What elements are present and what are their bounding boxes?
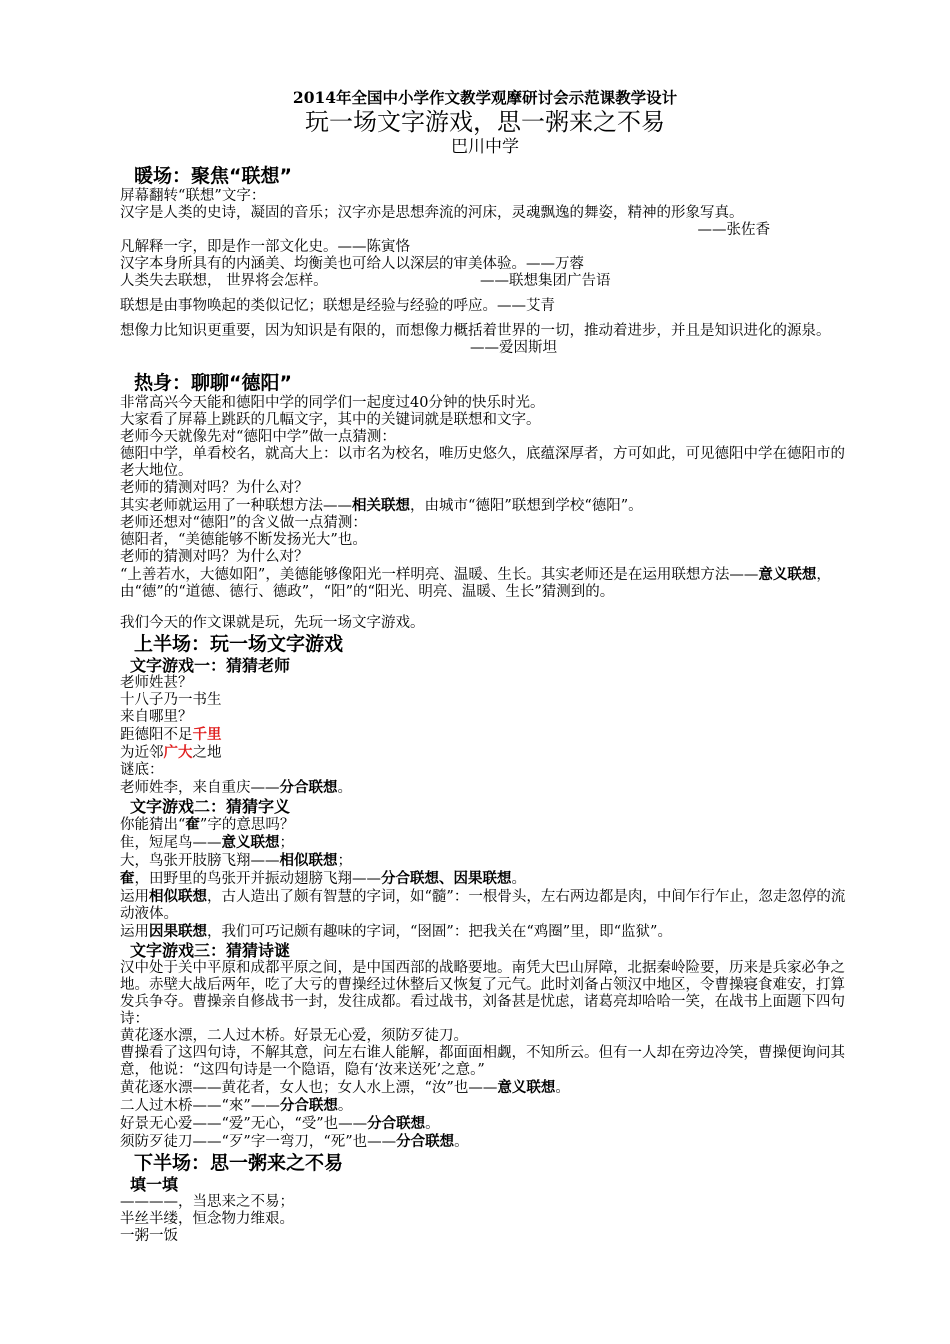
text: 大，鸟张开肢膀飞翔—— — [120, 853, 280, 869]
paragraph: 老师姓甚？ — [120, 675, 193, 691]
document-title: 玩一场文字游戏，思一粥来之不易 — [305, 108, 665, 136]
paragraph — [120, 744, 850, 762]
paragraph — [120, 870, 850, 888]
text: 。 — [425, 1116, 440, 1132]
text: 其实老师就运用了一种联想方法—— — [120, 498, 352, 514]
keyword: 分合联想 — [396, 1133, 455, 1150]
keyword: 意义联想 — [497, 1079, 556, 1096]
keyword: 相似联想 — [149, 888, 207, 905]
paragraph — [120, 1097, 850, 1115]
document-content — [120, 88, 850, 1245]
text: 运用 — [120, 889, 149, 905]
paragraph: 汉中处于关中平原和成都平原之间，是中国西部的战略要地。南凭大巴山屏障，北据秦岭险要，历来是兵家必争之地。赤壁大战后两年，吃了大亏的曹操经过休整后又恢复了元气。此时刘备占领汉中地区，令曹操寝食难安，打算发兵争夺。曹操亲自修战书一封，发往成都。看过战书，刘备甚是忧虑，诸葛亮却哈哈一笑，在战书上面题下四句诗： — [120, 960, 845, 1027]
school-name: 巴川中学 — [451, 137, 519, 157]
keyword: 意义联想 — [758, 566, 817, 583]
paragraph: 来自哪里？ — [120, 709, 193, 725]
keyword: 意义联想 — [221, 834, 280, 851]
paragraph — [120, 923, 850, 941]
paragraph: 汉字本身所具有的内涵美、均衡美也可给人以深层的审美体验。——万蓉 — [120, 256, 584, 272]
text: ，田野里的鸟张开并振动翅膀飞翔—— — [134, 871, 381, 887]
paragraph: 联想是由事物唤起的类似记忆；联想是经验与经验的呼应。——艾青 — [120, 298, 555, 314]
text: 好景无心爱——“爱”无心，“受”也—— — [120, 1116, 368, 1132]
paragraph — [120, 816, 850, 834]
paragraph — [120, 566, 850, 601]
paragraph — [120, 1079, 850, 1097]
keyword: 相关联想 — [352, 497, 410, 514]
keyword: 分合联想 — [367, 1115, 426, 1132]
paragraph: 凡解释一字，即是作一部文化史。——陈寅恪 — [120, 239, 410, 255]
text: 老师姓李，来自重庆—— — [120, 780, 280, 796]
paragraph: 德阳中学，单看校名，就高大上：以市名为校名，唯历史悠久，底蕴深厚者，方可如此，可见德阳中学在德阳市的老大地位。 — [120, 446, 845, 479]
attribution: ——爱因斯坦 — [470, 340, 557, 356]
paragraph: 大家看了屏幕上跳跃的几幅文字，其中的关键词就是联想和文字。 — [120, 412, 541, 428]
paragraph — [120, 1133, 850, 1151]
keyword: 相似联想 — [279, 852, 338, 869]
header-subtitle: 2014年全国中小学作文教学观摩研讨会示范课教学设计 — [292, 88, 678, 107]
text: 。 — [337, 1098, 353, 1114]
paragraph — [120, 726, 850, 744]
text: ，由城市“德阳”联想到学校“德阳”。 — [410, 498, 643, 514]
highlight-text: 千里 — [192, 726, 222, 743]
section-heading-first-half: 上半场：玩一场文字游戏 — [134, 633, 344, 655]
paragraph: 黄花逐水漂，二人过木桥。好景无心爱，须防歹徒刀。 — [120, 1028, 468, 1044]
paragraph: 一粥一饭 — [120, 1228, 178, 1244]
text: 。 — [511, 871, 526, 887]
text: 二人过木桥——“來”—— — [120, 1098, 280, 1114]
text: 距德阳不足 — [120, 727, 193, 743]
paragraph: 老师今天就像先对“德阳中学”做一点猜测： — [120, 429, 396, 445]
text: 。 — [454, 1134, 469, 1150]
text: “上善若水，大德如阳”，美德能够像阳光一样明亮、温暖、生长。其实老师还是在运用联想方法—— — [120, 567, 759, 583]
paragraph — [120, 497, 850, 515]
paragraph — [120, 1115, 850, 1133]
paragraph: 我们今天的作文课就是玩，先玩一场文字游戏。 — [120, 615, 425, 631]
text: ； — [337, 853, 352, 869]
paragraph: 十八子乃一书生 — [120, 692, 222, 708]
paragraph — [120, 888, 850, 923]
paragraph — [120, 273, 850, 290]
section-heading-warmup: 暖场：聚焦“联想” — [134, 165, 292, 187]
text: 黄花逐水漂——黄花者，女人也；女人水上漂，“汝”也—— — [120, 1080, 498, 1096]
keyword: 奞 — [185, 816, 200, 833]
game-heading-3: 文字游戏三：猜猜诗谜 — [130, 941, 291, 960]
paragraph: 曹操看了这四句诗，不解其意，问左右谁人能解，都面面相觑，不知所云。但有一人却在旁边冷笑，曹操便询问其意，他说：“这四句诗是一个隐语，隐有‘汝来送死’之意。” — [120, 1045, 845, 1078]
paragraph: 汉字是人类的史诗，凝固的音乐；汉字亦是思想奔流的河床，灵魂飘逸的舞姿，精神的形象写真。 — [120, 205, 744, 221]
paragraph: 屏幕翻转“联想”文字： — [120, 188, 266, 204]
text: 隹，短尾鸟—— — [120, 835, 222, 851]
quote-text: 人类失去联想， 世界将会怎样。 — [120, 273, 328, 289]
paragraph: 老师的猜测对吗？为什么对？ — [120, 480, 309, 496]
paragraph: 非常高兴今天能和德阳中学的同学们一起度过40分钟的快乐时光。 — [120, 395, 545, 411]
section-heading-warm: 热身：聊聊“德阳” — [134, 372, 292, 394]
highlight-text: 广大 — [163, 744, 193, 761]
paragraph — [120, 834, 850, 852]
game-heading-1: 文字游戏一：猜猜老师 — [130, 656, 291, 675]
keyword: 分合联想 — [279, 1097, 338, 1114]
text: ； — [279, 835, 294, 851]
text: 须防歹徒刀——“歹”字一弯刀，“死”也—— — [120, 1134, 397, 1150]
text: ，由“德”的“道德、德行、德政”，“阳”的“阳光、明亮、温暖、生长”猜测到的。 — [120, 567, 831, 600]
paragraph: ————，当思来之不易； — [120, 1194, 294, 1210]
text: 之地 — [192, 745, 222, 761]
keyword: 分合联想 — [279, 779, 338, 796]
keyword: 因果联想 — [149, 923, 207, 940]
text: ，古人造出了颇有智慧的字词，如“髓”：一根骨头，左右两边都是肉，中间乍行乍止，忽走忽停的流动液体。 — [120, 889, 846, 922]
text: 运用 — [120, 924, 149, 940]
keyword: 奞 — [120, 870, 135, 887]
text: 你能猜出“ — [120, 817, 186, 833]
attribution: ——联想集团广告语 — [480, 273, 611, 289]
text: 。 — [555, 1080, 570, 1096]
game-heading-2: 文字游戏二：猜猜字义 — [130, 797, 291, 816]
paragraph: 德阳者，“美德能够不断发扬光大”也。 — [120, 532, 367, 548]
paragraph: 想像力比知识更重要，因为知识是有限的，而想像力概括着世界的一切，推动着进步，并且是知识进化的源泉。 — [120, 323, 831, 339]
fill-in-heading: 填一填 — [130, 1175, 179, 1194]
paragraph — [120, 779, 850, 797]
text: ，我们可巧记颇有趣味的字词，“囹圄”：把我关在“鸡圈”里，即“监狱”。 — [207, 924, 672, 940]
attribution: ——张佐香 — [697, 222, 770, 238]
paragraph — [120, 852, 850, 870]
text: 为近邻 — [120, 745, 164, 761]
paragraph: 谜底： — [120, 762, 164, 778]
section-heading-second-half: 下半场：思一粥来之不易 — [134, 1152, 344, 1174]
keyword: 分合联想、因果联想 — [381, 870, 512, 887]
paragraph: 老师还想对“德阳”的含义做一点猜测： — [120, 515, 367, 531]
paragraph: 老师的猜测对吗？为什么对？ — [120, 549, 309, 565]
text: ”字的意思吗？ — [199, 817, 295, 833]
paragraph: 半丝半缕，恒念物力维艰。 — [120, 1211, 294, 1227]
text: 。 — [337, 780, 352, 796]
